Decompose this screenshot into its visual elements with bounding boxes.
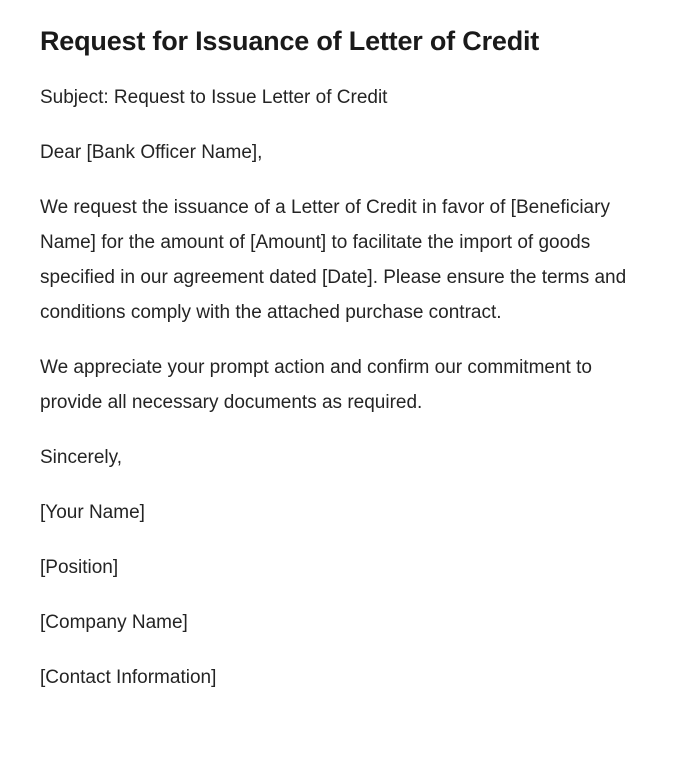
closing-line: Sincerely, (40, 447, 123, 468)
signature-name-placeholder: [Your Name] (40, 502, 145, 523)
salutation-line: Dear [Bank Officer Name], (40, 142, 263, 163)
signature-company-placeholder: [Company Name] (40, 612, 188, 633)
subject-line: Subject: Request to Issue Letter of Credit (40, 87, 388, 108)
letter-body (40, 80, 640, 695)
request-paragraph: We request the issuance of a Letter of Credit in favor of [Beneficiary Name] for the amount of [Amount] to facilitate the import of goods specified in our agreement dated [Date]. Please ensure the terms and conditions comply with the attached purchase contract. (40, 197, 632, 323)
signature-position-placeholder: [Position] (40, 557, 119, 578)
signature-contact-placeholder: [Contact Information] (40, 667, 217, 688)
page-title: Request for Issuance of Letter of Credit (40, 26, 540, 56)
appreciation-paragraph: We appreciate your prompt action and confirm our commitment to provide all necessary documents as required. (40, 357, 598, 413)
